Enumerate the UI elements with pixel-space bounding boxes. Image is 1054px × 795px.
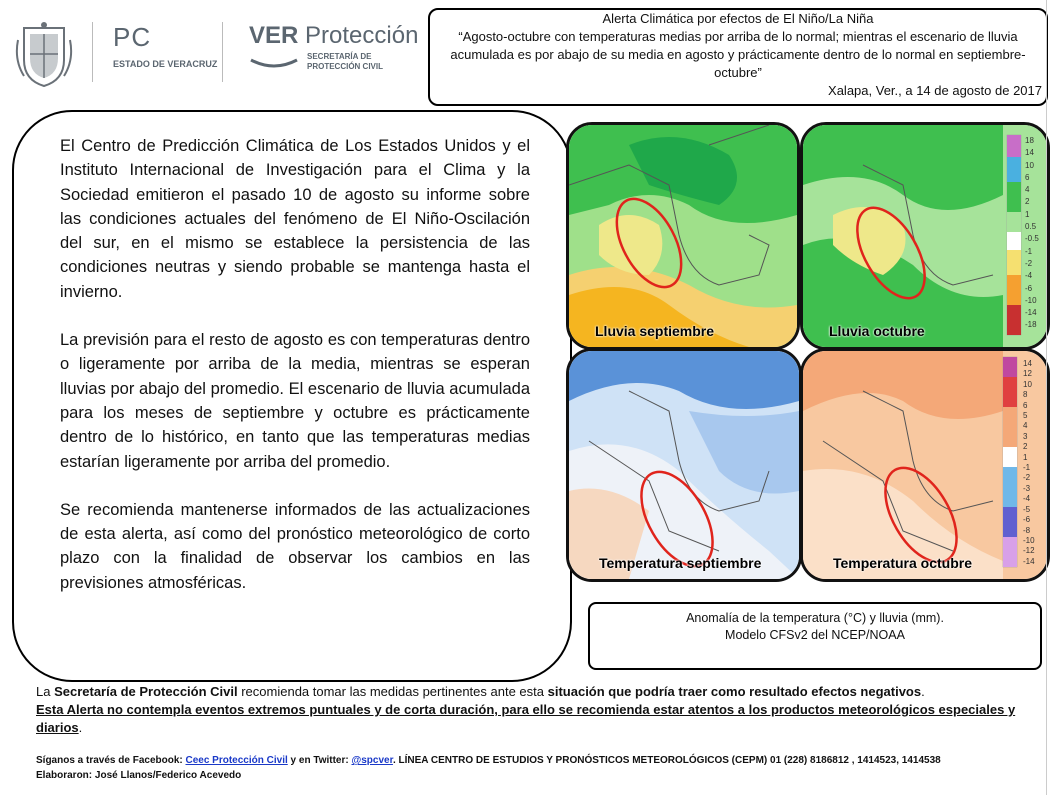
pc-title: PC — [113, 22, 152, 52]
temp-tick: 12 — [1023, 369, 1032, 379]
temp-tick: 5 — [1023, 411, 1028, 421]
rain-tick: -1 — [1025, 246, 1033, 256]
footer-text: recomienda tomar las medidas pertinentes ante esta — [237, 684, 548, 699]
paragraph-2: La previsión para el resto de agosto es con temperaturas dentro o ligeramente por arriba de la media, mientras se esperan lluvias por abajo del promedio. El escenario de lluvia acumulada para los meses de septiembre y octubre es prácticamente dentro de lo histórico, en tanto que las temperaturas medias estarían ligeramente por arriba del promedio. — [60, 331, 530, 471]
facebook-link[interactable]: Ceec Protección Civil — [185, 755, 288, 766]
main-text-box — [12, 110, 572, 682]
temp-tick: -4 — [1023, 494, 1031, 504]
coat-of-arms-icon — [14, 20, 74, 90]
caption-line2: Modelo CFSv2 del NCEP/NOAA — [725, 628, 905, 642]
temp-tick: 1 — [1023, 452, 1028, 462]
rain-tick: -4 — [1025, 271, 1033, 281]
temp-tick: -2 — [1023, 473, 1031, 483]
footer-text: . — [921, 684, 925, 699]
temp-tick: -5 — [1023, 504, 1031, 514]
rain-tick: 18 — [1025, 136, 1034, 145]
rain-tick: 10 — [1025, 160, 1034, 170]
label-rain-september: Lluvia septiembre — [595, 323, 715, 339]
paragraph-1: El Centro de Predicción Climática de Los Estados Unidos y el Instituto Internacional de Investigación para el Clima y la Sociedad emitieron el pasado 10 de agosto su informe sobre las condiciones actuales del fenómeno de El Niño-Oscilación del sur, en el mismo se establece la persistencia de las condiciones neutras y siendo probable se mantenga hasta el invierno. — [60, 137, 530, 301]
recommendation-text — [36, 683, 1036, 737]
rain-tick: -18 — [1025, 320, 1037, 330]
temp-tick: 6 — [1023, 400, 1028, 410]
rain-tick: 1 — [1025, 209, 1030, 219]
ver-title-bold: VER — [249, 22, 299, 49]
rain-tick: 6 — [1025, 172, 1030, 182]
alert-date: Xalapa, Ver., a 14 de agosto de 2017 — [828, 83, 1042, 98]
caption-line1: Anomalía de la temperatura (°C) y lluvia (mm). — [686, 611, 944, 625]
rain-tick: 0.5 — [1025, 222, 1037, 232]
temp-tick: -10 — [1023, 535, 1035, 545]
temp-tick: 2 — [1023, 442, 1028, 452]
footer-bold-spc: Secretaría de Protección Civil — [54, 684, 238, 699]
authors-text: Elaboraron: José Llanos/Federico Acevedo — [36, 770, 242, 781]
temp-tick: 10 — [1023, 379, 1032, 389]
ver-subtitle-line1: SECRETARÍA DE — [307, 52, 372, 61]
temp-tick: -3 — [1023, 483, 1031, 493]
social-text: Síganos a través de Facebook: — [36, 755, 186, 766]
map-temp-september-image — [569, 351, 799, 579]
map-rain-october — [800, 122, 1050, 350]
map-rain-september-image — [569, 125, 797, 347]
pc-logo — [92, 22, 238, 82]
rain-tick: 4 — [1025, 185, 1030, 195]
temp-tick: 8 — [1023, 390, 1028, 400]
rain-tick: -6 — [1025, 283, 1033, 293]
ver-subtitle-line2: PROTECCIÓN CIVIL — [307, 62, 384, 71]
temp-scale — [1023, 359, 1045, 567]
map-temp-october — [800, 348, 1050, 582]
footer-bold-situation: situación que podría traer como resultado efectos negativos — [547, 684, 922, 699]
alert-quote: “Agosto-octubre con temperaturas medias por arriba de lo normal; mientras el escenario de lluvia acumulada es por abajo de su media en agosto y prácticamente dentro de lo normal en septiembre-octubre” — [450, 29, 1026, 80]
temp-tick: -14 — [1023, 556, 1035, 566]
map-rain-october-image — [803, 125, 1047, 347]
temp-tick: -6 — [1023, 515, 1031, 525]
alert-title-box — [428, 8, 1048, 106]
cepm-phone-text: . LÍNEA CENTRO DE ESTUDIOS Y PRONÓSTICOS METEOROLÓGICOS (CEPM) 01 (228) 8186812 , 1414523, 1414538 — [392, 755, 941, 766]
rain-tick: -10 — [1025, 295, 1037, 305]
alert-title: Alerta Climática por efectos de El Niño/La Niña — [602, 11, 874, 26]
temp-tick: 14 — [1023, 359, 1032, 368]
map-temp-october-image — [803, 351, 1047, 579]
rain-tick: -0.5 — [1025, 234, 1039, 244]
temp-tick: -8 — [1023, 525, 1031, 535]
footer-text: . — [78, 720, 83, 735]
footer-text: La — [36, 684, 55, 699]
temp-tick: 3 — [1023, 431, 1028, 441]
paragraph-3: Se recomienda mantenerse informados de las actualizaciones de esta alerta, así como del pronóstico meteorológico de corto plazo con la finalidad de observar los cambios en las previsiones atmosféricas. — [60, 500, 530, 592]
rain-scale — [1025, 135, 1045, 332]
map-caption-box — [588, 602, 1042, 670]
map-rain-september — [566, 122, 800, 350]
footer-disclaimer: Esta Alerta no contempla eventos extremos puntuales y de corta duración, para ello se recomienda estar atentos a los productos meteorológicos especiales y diarios — [36, 702, 1016, 735]
contact-info — [36, 753, 1036, 783]
map-temp-september — [566, 348, 802, 582]
ver-swoosh-icon — [249, 56, 299, 70]
label-temp-october: Temperatura octubre — [833, 555, 972, 571]
ver-proteccion-logo — [222, 22, 449, 82]
pc-subtitle: ESTADO DE VERACRUZ — [113, 59, 218, 69]
ver-title: Protección — [305, 22, 419, 49]
rain-tick: 14 — [1025, 148, 1034, 158]
rain-tick: -2 — [1025, 258, 1033, 268]
label-temp-september: Temperatura septiembre — [599, 555, 762, 571]
twitter-link[interactable]: @spcver — [351, 755, 393, 766]
label-rain-october: Lluvia octubre — [829, 323, 925, 339]
social-text: y en Twitter: — [287, 755, 352, 766]
temp-tick: -12 — [1023, 546, 1035, 556]
temp-tick: 4 — [1023, 421, 1028, 431]
temp-tick: -1 — [1023, 463, 1031, 473]
rain-tick: 2 — [1025, 197, 1030, 207]
rain-tick: -14 — [1025, 308, 1037, 318]
page-edge-divider — [1046, 0, 1047, 795]
